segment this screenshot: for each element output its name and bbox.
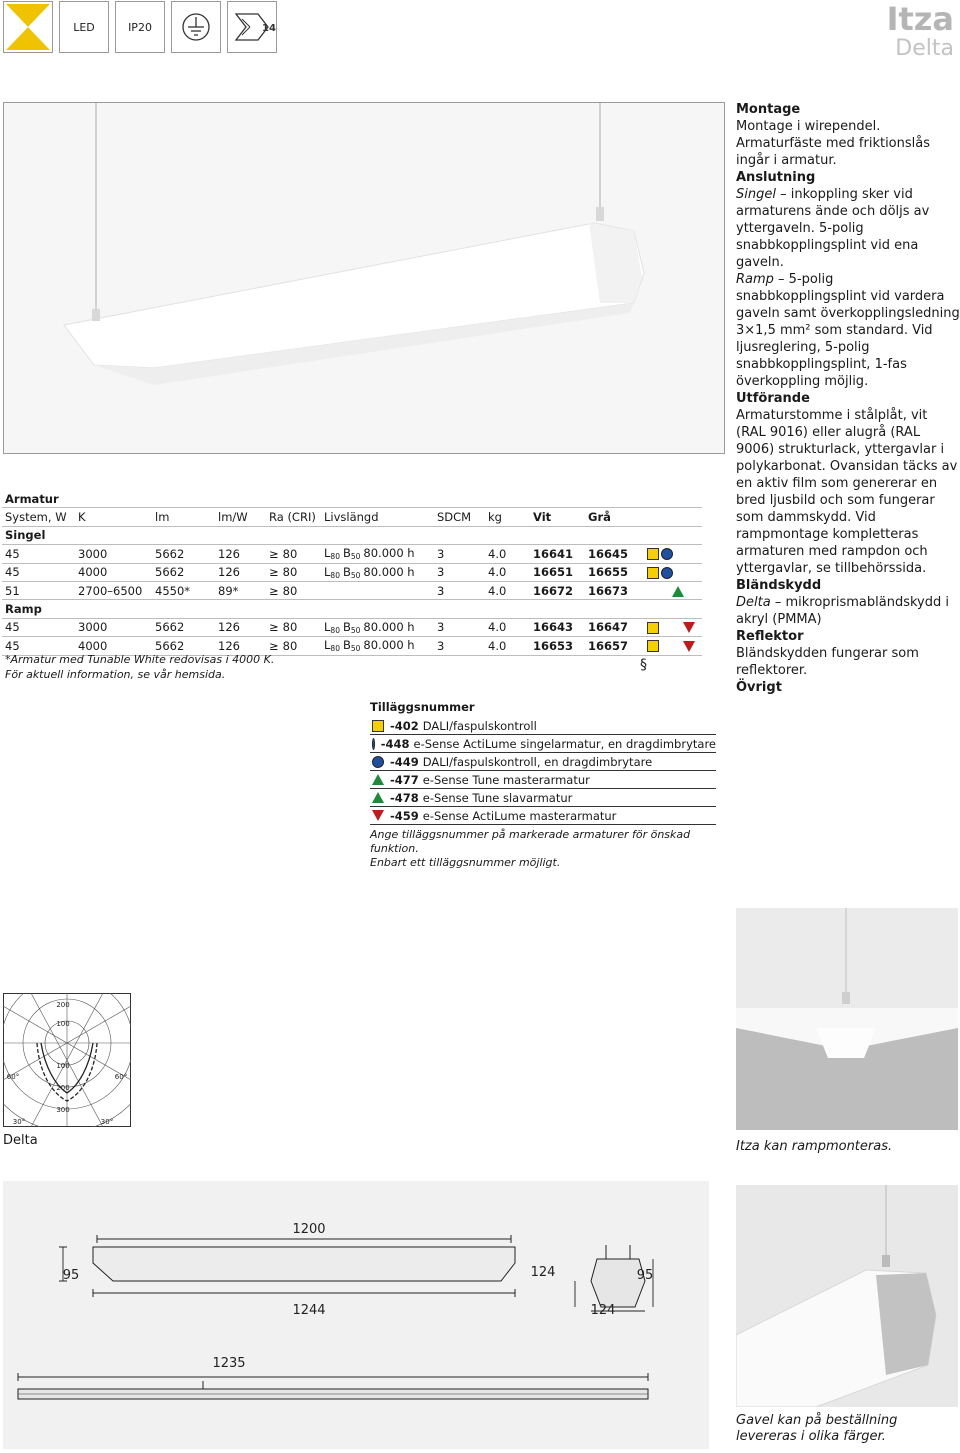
cell-sdcm: 3	[434, 545, 485, 563]
badge-led: LED	[59, 1, 109, 53]
cell-gra: 16647	[585, 618, 642, 636]
triangle-up-symbol-icon	[372, 774, 384, 785]
dim-124-bottom: 124	[590, 1303, 616, 1318]
polar-label: 100	[56, 1020, 70, 1028]
class-icon-box	[227, 1, 277, 53]
col-system: System, W	[2, 508, 75, 526]
triangle-up-symbol-icon	[372, 792, 384, 803]
square-symbol-icon	[647, 567, 659, 579]
cell-symbols	[642, 581, 702, 599]
cell-gra: 16655	[585, 563, 642, 581]
polar-label: 100	[56, 1062, 70, 1070]
cell-lm: 5662	[152, 545, 215, 563]
ground-icon-box	[171, 1, 221, 53]
product-title	[887, 2, 954, 62]
cell-lm: 5662	[152, 618, 215, 636]
tillagg-row: -477 e-Sense Tune masterarmatur	[370, 771, 716, 789]
product-name: Itza	[886, 0, 954, 38]
polar-label: 300	[56, 1106, 70, 1114]
badge-ip20: IP20	[115, 1, 165, 53]
cell-vit: 16641	[530, 545, 585, 563]
cell-sdcm: 3	[434, 563, 485, 581]
circle-symbol-icon	[372, 756, 384, 768]
table-footnote: *Armatur med Tunable White redovisas i 4000 K. För aktuell information, se vår hemsida.	[5, 653, 275, 681]
cell-life: $L_{80}$ $B_{50}$ 80.000 h	[321, 563, 434, 581]
cell-kg: 4.0	[485, 618, 530, 636]
col-vit: Vit	[530, 508, 585, 526]
col-lmw: lm/W	[215, 508, 266, 526]
ground-icon	[172, 2, 220, 52]
cell-gra: 16657	[585, 637, 642, 655]
tillagg-title: Tilläggsnummer	[370, 700, 475, 714]
cell-sdcm: 3	[434, 581, 485, 599]
class-number: 14	[262, 23, 276, 34]
cell-system: 45	[2, 545, 75, 563]
light-distribution-icon	[4, 2, 52, 52]
square-symbol-icon	[647, 622, 659, 634]
cell-system: 45	[2, 563, 75, 581]
polar-caption: Delta	[3, 1133, 38, 1148]
cell-lm: 5662	[152, 637, 215, 655]
emc-class-icon	[228, 2, 276, 52]
cell-gra: 16645	[585, 545, 642, 563]
cell-k: 2700–6500	[75, 581, 152, 599]
cell-symbols	[642, 545, 702, 563]
dim-95-right: 95	[636, 1268, 654, 1283]
table-row	[2, 563, 702, 581]
cell-ra: ≥ 80	[266, 637, 321, 655]
polar-label: 200	[56, 1001, 70, 1009]
cell-life: $L_{80}$ $B_{50}$ 80.000 h	[321, 618, 434, 636]
cell-lmw: 126	[215, 545, 266, 563]
col-life: Livslängd	[321, 508, 434, 526]
polar-diagram	[3, 993, 131, 1127]
gable-caption: Gavel kan på beställning levereras i olika färger.	[736, 1413, 898, 1444]
ramp-caption: Itza kan rampmonteras.	[736, 1139, 893, 1154]
square-symbol-icon	[647, 640, 659, 652]
table-caption: Armatur	[2, 490, 702, 508]
cell-lmw: 89*	[215, 581, 266, 599]
square-symbol-icon	[647, 548, 659, 560]
square-symbol-icon	[372, 720, 384, 732]
cell-kg: 4.0	[485, 581, 530, 599]
group-row	[2, 526, 702, 544]
cell-lm: 5662	[152, 563, 215, 581]
product-photo	[3, 102, 725, 454]
col-gra: Grå	[585, 508, 642, 526]
cell-system: 45	[2, 618, 75, 636]
cell-k: 4000	[75, 637, 152, 655]
ramp-photo	[736, 908, 958, 1130]
cell-kg: 4.0	[485, 545, 530, 563]
cell-lmw: 126	[215, 637, 266, 655]
cell-vit: 16651	[530, 563, 585, 581]
tillagg-row: -448 e-Sense ActiLume singelarmatur, en dragdimbrytare	[370, 735, 716, 753]
tillagg-note: Ange tilläggsnummer på markerade armaturer för önskad funktion. Enbart ett tilläggsnummer möjligt.	[370, 828, 691, 869]
cell-lmw: 126	[215, 618, 266, 636]
tillagg-row: -402 DALI/faspulskontroll	[370, 717, 716, 735]
dim-1235: 1235	[212, 1356, 246, 1371]
table-header-row	[2, 508, 702, 526]
circle-symbol-icon	[661, 567, 673, 579]
cell-vit: 16653	[530, 637, 585, 655]
cell-system: 51	[2, 581, 75, 599]
cell-kg: 4.0	[485, 637, 530, 655]
cell-life: $L_{80}$ $B_{50}$ 80.000 h	[321, 545, 434, 563]
table-row	[2, 545, 702, 563]
spec-table	[2, 490, 702, 656]
circle-symbol-icon	[661, 548, 673, 560]
tillagg-row: -449 DALI/faspulskontroll, en dragdimbrytare	[370, 753, 716, 771]
polar-angle: 60°	[6, 1073, 20, 1081]
cell-gra: 16673	[585, 581, 642, 599]
table-row	[2, 581, 702, 599]
cell-life: $L_{80}$ $B_{50}$ 80.000 h	[321, 637, 434, 655]
cell-ra: ≥ 80	[266, 581, 321, 599]
cell-vit: 16672	[530, 581, 585, 599]
polar-angle: 30°	[12, 1118, 26, 1126]
dim-1244: 1244	[292, 1303, 326, 1318]
col-ra: Ra (CRI)	[266, 508, 321, 526]
cell-ra: ≥ 80	[266, 545, 321, 563]
cell-symbols	[642, 637, 702, 655]
polar-label: 200	[56, 1084, 70, 1092]
dimension-drawing	[3, 1181, 709, 1449]
cell-ra: ≥ 80	[266, 618, 321, 636]
dim-95-left: 95	[62, 1268, 80, 1283]
cell-lmw: 126	[215, 563, 266, 581]
product-variant: Delta	[895, 36, 954, 61]
group-name: Ramp	[2, 600, 702, 618]
cell-k: 4000	[75, 563, 152, 581]
cell-symbols	[642, 618, 702, 636]
tillagg-row: -459 e-Sense ActiLume masterarmatur	[370, 807, 716, 825]
triangle-down-symbol-icon	[683, 622, 695, 633]
polar-angle: 60°	[114, 1073, 128, 1081]
gable-photo	[736, 1185, 958, 1407]
circle-symbol-icon	[372, 738, 375, 750]
light-distribution-icon-box	[3, 1, 53, 53]
triangle-up-symbol-icon	[672, 586, 684, 597]
cell-k: 3000	[75, 545, 152, 563]
group-row	[2, 600, 702, 618]
section-mark: §	[640, 657, 647, 673]
group-name: Singel	[2, 526, 702, 544]
cell-ra: ≥ 80	[266, 563, 321, 581]
cell-lm: 4550*	[152, 581, 215, 599]
cell-system: 45	[2, 637, 75, 655]
tillagg-row: -478 e-Sense Tune slavarmatur	[370, 789, 716, 807]
dim-1200: 1200	[292, 1222, 326, 1237]
cell-sdcm: 3	[434, 618, 485, 636]
triangle-down-symbol-icon	[372, 810, 384, 821]
description-text: Montage Montage i wirependel. Armaturfäste med friktionslås ingår i armatur. Anslutning Singel – inkoppling sker vid armaturens ände och döljs av yttergaveln. 5-polig snabbkopplingsplint vid ena gaveln. Ramp – 5-polig snabbkopplingsplint vid vardera gaveln samt överkopplingsledning 3×1,5 mm² som standard. Vid ljusreglering, 5-polig snabbkopplingsplint, 1-fas överkoppling möjlig. Utförande Armaturstomme i stålplåt, vit (RAL 9016) eller alugrå (RAL 9006) strukturlack, yttergavlar i polykarbonat. Ovansidan täcks av en aktiv film som genererar en bred ljusbild och som fungerar som dammskydd. Vid rampmontage kompletteras armaturen med rampdon och yttergavlar, se tillbehörssida. Bländskydd Delta – mikroprismabländskydd i akryl (PMMA) Reflektor Bländskydden fungerar som reflektorer. Övrigt	[736, 102, 960, 695]
col-sdcm: SDCM	[434, 508, 485, 526]
cell-k: 3000	[75, 618, 152, 636]
col-k: K	[75, 508, 152, 526]
cell-symbols	[642, 563, 702, 581]
dim-124-top: 124	[530, 1265, 556, 1280]
polar-angle: 30°	[100, 1118, 114, 1126]
tillaggsnummer-list	[370, 700, 716, 870]
col-lm: lm	[152, 508, 215, 526]
col-kg: kg	[485, 508, 530, 526]
table-row	[2, 618, 702, 636]
triangle-down-symbol-icon	[683, 641, 695, 652]
cell-vit: 16643	[530, 618, 585, 636]
cell-sdcm: 3	[434, 637, 485, 655]
cell-kg: 4.0	[485, 563, 530, 581]
cell-life	[321, 581, 434, 599]
